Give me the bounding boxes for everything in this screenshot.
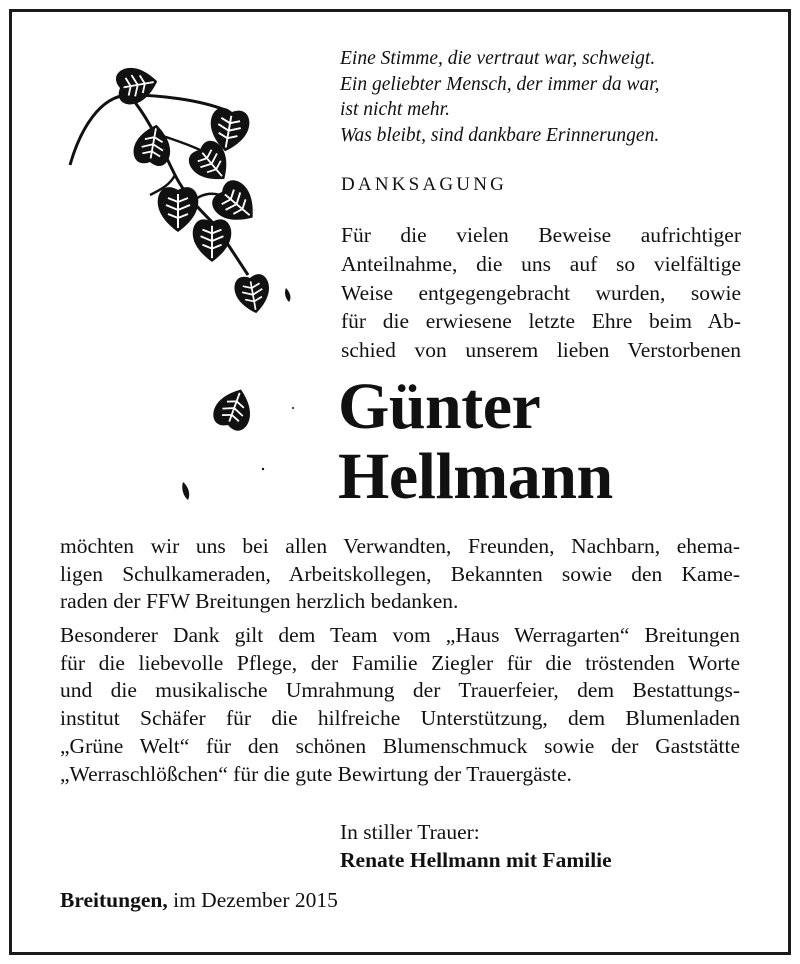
deceased-first-name: Günter xyxy=(338,370,541,443)
deceased-name xyxy=(338,372,613,512)
poem-line: Ein geliebter Mensch, der immer da war, xyxy=(340,73,660,95)
thanks-paragraph xyxy=(60,533,740,616)
intro-line: für die erwiesene letzte Ehre beim Ab- xyxy=(341,309,741,334)
deceased-last-name: Hellmann xyxy=(338,440,613,513)
date-text: im Dezember 2015 xyxy=(173,888,338,912)
place-name: Breitungen, xyxy=(60,888,168,912)
intro-text xyxy=(341,221,741,365)
special-thanks-line: Besonderer Dank gilt dem Team vom „Haus Werragarten“ Breitungen xyxy=(60,623,740,647)
intro-line: schied von unserem lieben Verstorbenen xyxy=(341,338,741,363)
poem-line: Eine Stimme, die vertraut war, schweigt. xyxy=(340,48,656,69)
intro-line: Weise entgegengebracht wurden, sowie xyxy=(341,280,741,305)
special-thanks-paragraph xyxy=(60,622,740,788)
signature-family: Renate Hellmann mit Familie xyxy=(340,848,612,872)
signature-block xyxy=(340,818,612,874)
special-thanks-line: und die musikalische Umrahmung der Trauerfeier, dem Bestattungs- xyxy=(60,678,740,703)
thanks-line: ligen Schulkameraden, Arbeitskollegen, Bekannten sowie den Kame- xyxy=(60,561,740,586)
intro-line: Anteilnahme, die uns auf so vielfältige xyxy=(341,251,741,276)
poem-line: ist nicht mehr. xyxy=(340,99,450,120)
notice-heading: DANKSAGUNG xyxy=(341,174,508,195)
place-date xyxy=(60,888,338,913)
poem xyxy=(340,46,760,148)
special-thanks-line: für die liebevolle Pflege, der Familie Ziegler für die tröstenden Worte xyxy=(60,650,740,675)
special-thanks-line: „Grüne Welt“ für den schönen Blumenschmuck sowie der Gaststätte xyxy=(60,733,740,758)
poem-line: Was bleibt, sind dankbare Erinnerungen. xyxy=(340,124,660,146)
thanks-line: möchten wir uns bei allen Verwandten, Freunden, Nachbarn, ehema- xyxy=(60,534,740,558)
thanks-line: raden der FFW Breitungen herzlich bedanken. xyxy=(60,589,459,614)
signature-intro: In stiller Trauer: xyxy=(340,820,480,844)
special-thanks-line: „Werraschlößchen“ für die gute Bewirtung der Trauergäste. xyxy=(60,761,572,786)
intro-line: Für die vielen Beweise aufrichtiger xyxy=(341,223,741,247)
special-thanks-line: institut Schäfer für die hilfreiche Unterstützung, dem Blumenladen xyxy=(60,706,740,731)
